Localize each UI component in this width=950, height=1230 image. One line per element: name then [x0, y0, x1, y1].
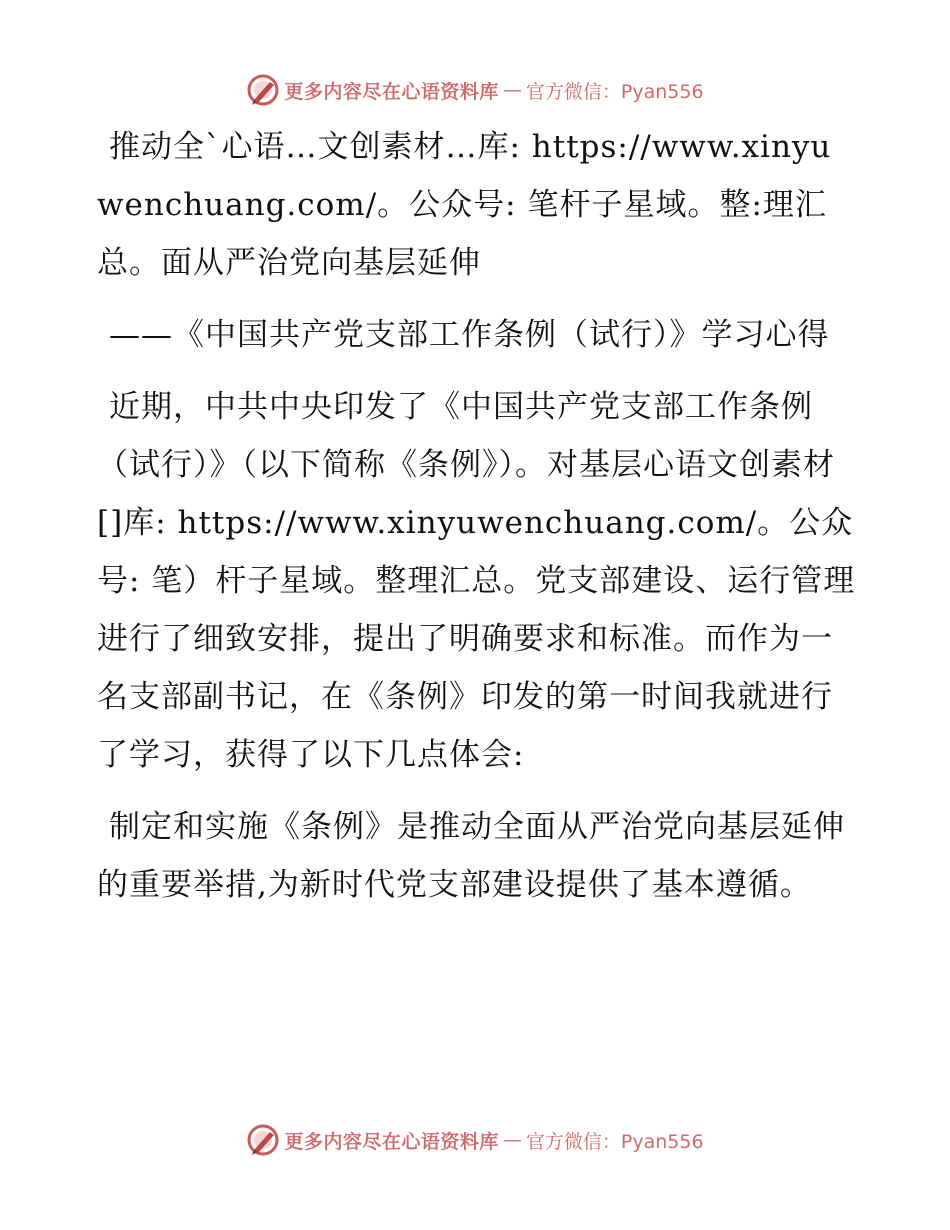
header-banner: [0, 70, 950, 110]
paragraph-intro: 推动全`心语…文创素材…库: https://www.xinyuwenchuang.com/。公众号: 笔杆子星域。整:理汇总。面从严治党向基层延伸: [97, 129, 832, 281]
banner-main-text: 更多内容尽在心语资料库: [284, 1130, 499, 1153]
banner-separator: —: [502, 79, 522, 101]
paragraph-subtitle: ——《中国共产党支部工作条例（试行）》学习心得: [109, 317, 830, 353]
banner-separator: —: [502, 1129, 522, 1151]
banner-main-text: 更多内容尽在心语资料库: [284, 80, 499, 103]
footer-banner-content: [246, 1123, 703, 1157]
paragraph-body-1: 近期，中共中央印发了《中国共产党支部工作条例（试行）》（以下简称《条例》）。对基层心语文创素材[]库: https://www.xinyuwenchuang.com/。公众号: 笔）杆子星域。整理汇总。党支部建设、运行管理进行了细致安排，提出了明确要求和标准。而作为一名支部副书记，在《条例》印发的第一时间我就进行了学习，获得了以下几点体会:: [97, 389, 856, 773]
pen-circle-logo-icon: [246, 73, 280, 107]
banner-wechat-text: 官方微信：Pyan556: [525, 1130, 704, 1153]
header-banner-content: [246, 73, 703, 107]
pen-circle-logo-icon: [246, 1123, 280, 1157]
document-body: [97, 118, 857, 928]
footer-banner: [0, 1120, 950, 1160]
banner-wechat-text: 官方微信：Pyan556: [525, 80, 704, 103]
paragraph-body-2: 制定和实施《条例》是推动全面从严治党向基层延伸的重要举措,为新时代党支部建设提供了基本遵循。: [97, 809, 845, 903]
